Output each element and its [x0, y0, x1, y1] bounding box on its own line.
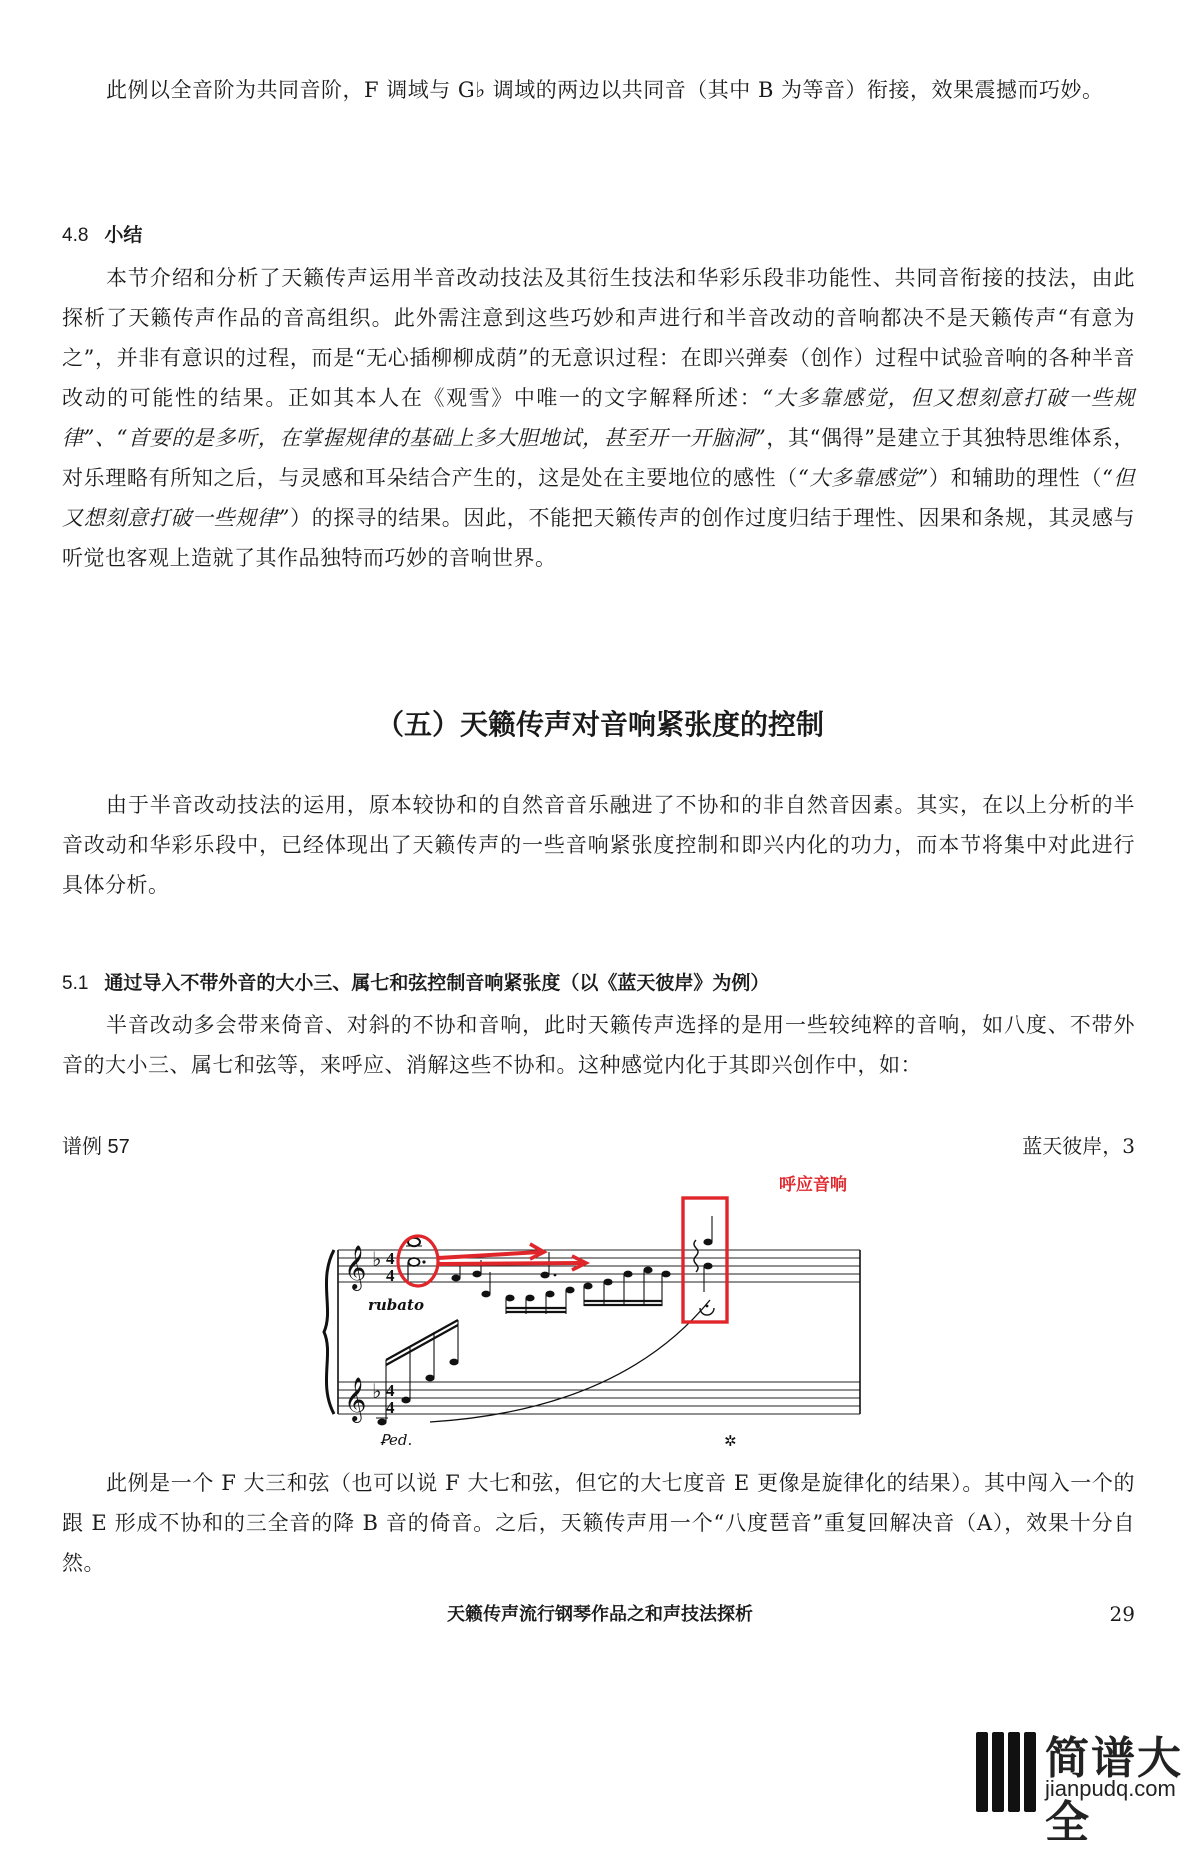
treble-clef-lower: 𝄞 — [344, 1377, 367, 1421]
section-title: 小结 — [104, 225, 143, 246]
section-number: 5.1 — [62, 973, 89, 994]
highlight-circle — [398, 1236, 438, 1286]
summary-text-1: 本节介绍和分析了天籁传声运用半音改动技法及其衍生技法和华彩乐段非功能性、共同音衔接的技法，由此探析了天籁传声作品的音高组织。此外需注意到这些巧妙和声进行和半音改动的音响都决不是天籁传声“有意为之”，并非有意识的过程，而是“无心插柳柳成荫”的无意识过程：在即兴弹奏（创作）过程中试验音响的各种半音改动的可能性的结果。正如其本人在《观雪》中唯一的文字解释所述： — [62, 266, 1135, 410]
time-sig-top-treble: 4 — [386, 1249, 395, 1268]
key-flat-treble: ♭ — [372, 1247, 382, 1271]
footer-title: 天籁传声流行钢琴作品之和声技法探析 — [447, 1604, 753, 1624]
time-sig-bottom-treble: 4 — [386, 1266, 395, 1285]
section-heading-4-8 — [62, 220, 142, 247]
quote-text-3: “但又想刻意打破一些规律” — [62, 466, 1135, 530]
paragraph-intro-top: 此例以全音阶为共同音阶，F 调域与 G♭ 调域的两边以共同音（其中 B 为等音）衔接，效果震撼而巧妙。 — [106, 78, 1104, 102]
opening-chord — [406, 1238, 426, 1284]
section-title: 通过导入不带外音的大小三、属七和弦控制音响紧张度（以《蓝天彼岸》为例） — [104, 973, 770, 994]
highlight-box — [683, 1198, 727, 1322]
grand-staff-brace — [324, 1250, 334, 1414]
paragraph-analysis: 此例是一个 F 大三和弦（也可以说 F 大七和弦，但它的大七度音 E 更像是旋律化的结果）。其中闯入一个的跟 E 形成不协和的三全音的降 B 音的倚音。之后，天籁传声用一个“八度琶音”重复回解决音（A），效果十分自然。 — [62, 1471, 1135, 1575]
paragraph-summary — [62, 258, 1135, 578]
highlight-arrow-1 — [438, 1244, 544, 1259]
bass-staff — [338, 1382, 860, 1414]
slur — [430, 1300, 710, 1422]
treble-clef: 𝄞 — [344, 1245, 367, 1289]
summary-text-4: ）的探寻的结果。因此，不能把天籁传声的创作过度归结于理性、因果和条规，其灵感与听觉也客观上造就了其作品独特而巧妙的音响世界。 — [62, 506, 1135, 570]
chapter-title: （五）天籁传声对音响紧张度的控制 — [375, 709, 824, 740]
page-number: 29 — [1109, 1602, 1135, 1626]
quote-text-2: “大多靠感觉” — [797, 466, 929, 490]
paragraph-chapter-intro: 由于半音改动技法的运用，原本较协和的自然音音乐融进了不协和的非自然音因素。其实，在以上分析的半音改动和华彩乐段中，已经体现出了天籁传声的一些音响紧张度控制和即兴内化的功力，而本节将集中对此进行具体分析。 — [62, 793, 1135, 897]
quote-text-1: “大多靠感觉，但又想刻意打破一些规律”、“首要的是多听，在掌握规律的基础上多大胆地试，甚至开一开脑洞” — [62, 386, 1135, 450]
section-number: 4.8 — [62, 225, 89, 246]
tempo-mark: rubato — [368, 1296, 424, 1314]
example-label: 谱例 57 — [62, 1136, 130, 1158]
example-source: 蓝天彼岸，3 — [1022, 1134, 1135, 1158]
watermark-url: jianpudq.com — [1045, 1776, 1176, 1801]
annotation-label: 呼应音响 — [779, 1175, 847, 1194]
final-chord — [694, 1216, 714, 1315]
summary-text-3: ）和辅助的理性（ — [928, 466, 1103, 490]
pedal-release: ✲ — [724, 1432, 737, 1450]
paragraph-section-5-1: 半音改动多会带来倚音、对斜的不协和音响，此时天籁传声选择的是用一些较纯粹的音响，如八度、不带外音的大小三、属七和弦等，来呼应、消解这些不协和。这种感觉内化于其即兴创作中，如： — [62, 1013, 1135, 1077]
summary-text-2: ，其“偶得”是建立于其独特思维体系，对乐理略有所知之后，与灵感和耳朵结合产生的，这是处在主要地位的感性（ — [62, 426, 1135, 490]
pedal-mark: Ꝑed. — [380, 1431, 413, 1449]
time-sig-bottom-bass: 4 — [386, 1398, 395, 1417]
key-flat-bass: ♭ — [372, 1379, 382, 1403]
watermark-name: 简谱大全 — [1045, 1734, 1183, 1847]
section-heading-5-1 — [62, 968, 769, 995]
music-score — [320, 1160, 880, 1450]
time-sig-top-bass: 4 — [386, 1381, 395, 1400]
